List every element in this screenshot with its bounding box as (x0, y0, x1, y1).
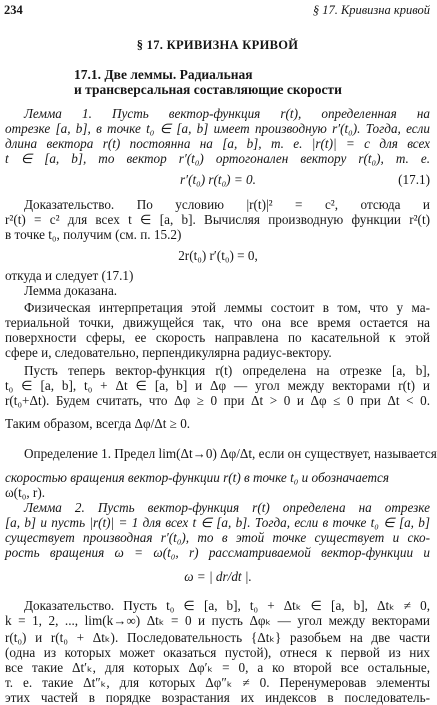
para-line-4: Таким образом, всегда Δφ/Δt ≥ 0. (5, 416, 191, 431)
lemma2-line-3: существует производная r′(t₀), то в этой точке существует и ско- (5, 530, 430, 545)
para-line-3: r(t₀+Δt). Будем считать, что Δφ ≥ 0 при Δt > 0 и Δφ ≤ 0 при Δt < 0. (5, 393, 430, 408)
subsection-title-line-1: 17.1. Две леммы. Радиальная (74, 67, 253, 82)
equation-17-1: r′(t₀) r(t₀) = 0. (180, 172, 256, 187)
physical-line-2: териальной точки, движущейся так, что она все время остается на (5, 315, 430, 330)
proof2-line-1: Доказательство. Пусть t₀ ∈ [a, b], t₀ + Δtₖ ∈ [a, b], Δtₖ ≠ 0, (24, 598, 430, 613)
definition1-line-3: ω(t₀, r). (5, 485, 46, 500)
proof1-conclusion: откуда и следует (17.1) (5, 268, 134, 283)
running-title: § 17. Кривизна кривой (312, 3, 430, 17)
definition1-line-2: скоростью вращения вектор-функции r(t) в точке t₀ и обозначается (5, 470, 389, 485)
proof2-line-3: r(t₀) и r(t₀ + Δtₖ). Последовательность {Δtₖ} разобьем на две части (5, 630, 430, 645)
subsection-title-line-2: и трансверсальная составляющие скорости (74, 82, 342, 97)
proof2-line-4: (одна из которых может оказаться пустой), отнеся к первой из них (5, 645, 430, 660)
proof1-line-3: в точке t₀, получим (см. п. 15.2) (5, 227, 182, 242)
para-line-2: t₀ ∈ [a, b], t₀ + Δt ∈ [a, b] и Δφ — угол между векторами r(t) и (5, 378, 430, 393)
lemma-proven: Лемма доказана. (24, 283, 118, 298)
proof2-line-5: все такие Δt′ₖ, для которых Δφ′ₖ = 0, а ко второй все остальные, (5, 660, 430, 675)
proof2-line-6: т. е. такие Δt″ₖ, для которых Δφ″ₖ ≠ 0. Перенумеровав элементы (5, 675, 430, 690)
proof2-line-2: k = 1, 2, ..., lim(k→∞) Δtₖ = 0 и пусть Δφₖ — угол между векторами (5, 613, 430, 628)
section-title: § 17. КРИВИЗНА КРИВОЙ (136, 38, 299, 52)
equation-number-17-1: (17.1) (398, 172, 430, 187)
equation-derivative: 2r(t₀) r′(t₀) = 0, (178, 248, 258, 263)
definition1-line-1: Определение 1. Предел lim(Δt→0) Δφ/Δt, если он существует, называется (24, 446, 437, 461)
para-line-1: Пусть теперь вектор-функция r(t) определена на отрезке [a, b], (24, 363, 430, 378)
lemma1-line-1: Лемма 1. Пусть вектор-функция r(t), определенная на (24, 106, 430, 121)
physical-line-4: сфере и, следовательно, перпендикулярна радиус-вектору. (5, 345, 332, 360)
equation-omega: ω = | dr/dt |. (184, 569, 252, 584)
lemma1-line-2: отрезке [a, b], в точке t₀ ∈ [a, b] имеет производную r′(t₀). Тогда, если (5, 121, 430, 136)
physical-line-3: поверхности сферы, ее скорость направлена по касательной к этой (5, 330, 430, 345)
lemma1-line-3: длина вектора r(t) постоянна на [a, b], т. е. |r(t)| = c для всех (5, 136, 430, 151)
lemma2-line-2: [a, b] и пусть |r(t)| = 1 для всех t ∈ [a, b]. Тогда, если в точке t₀ ∈ [a, b] (5, 515, 430, 530)
lemma1-line-4: t ∈ [a, b], то вектор r′(t₀) ортогонален вектору r(t₀), т. е. (5, 151, 430, 166)
proof1-line-2: r²(t) = c² для всех t ∈ [a, b]. Вычисляя производную функции r²(t) (5, 212, 430, 227)
page-number: 234 (4, 3, 23, 17)
lemma2-line-4: рость вращения ω = ω(t₀, r) рассматриваемой вектор-функции и (5, 545, 430, 560)
physical-line-1: Физическая интерпретация этой леммы состоит в том, что у ма- (24, 300, 430, 315)
proof1-line-1: Доказательство. По условию |r(t)|² = c², отсюда и (24, 197, 430, 212)
lemma2-line-1: Лемма 2. Пусть вектор-функция r(t) определена на отрезке (24, 500, 430, 515)
proof2-line-7: этих частей в порядке возрастания их индексов в последователь- (5, 690, 430, 705)
